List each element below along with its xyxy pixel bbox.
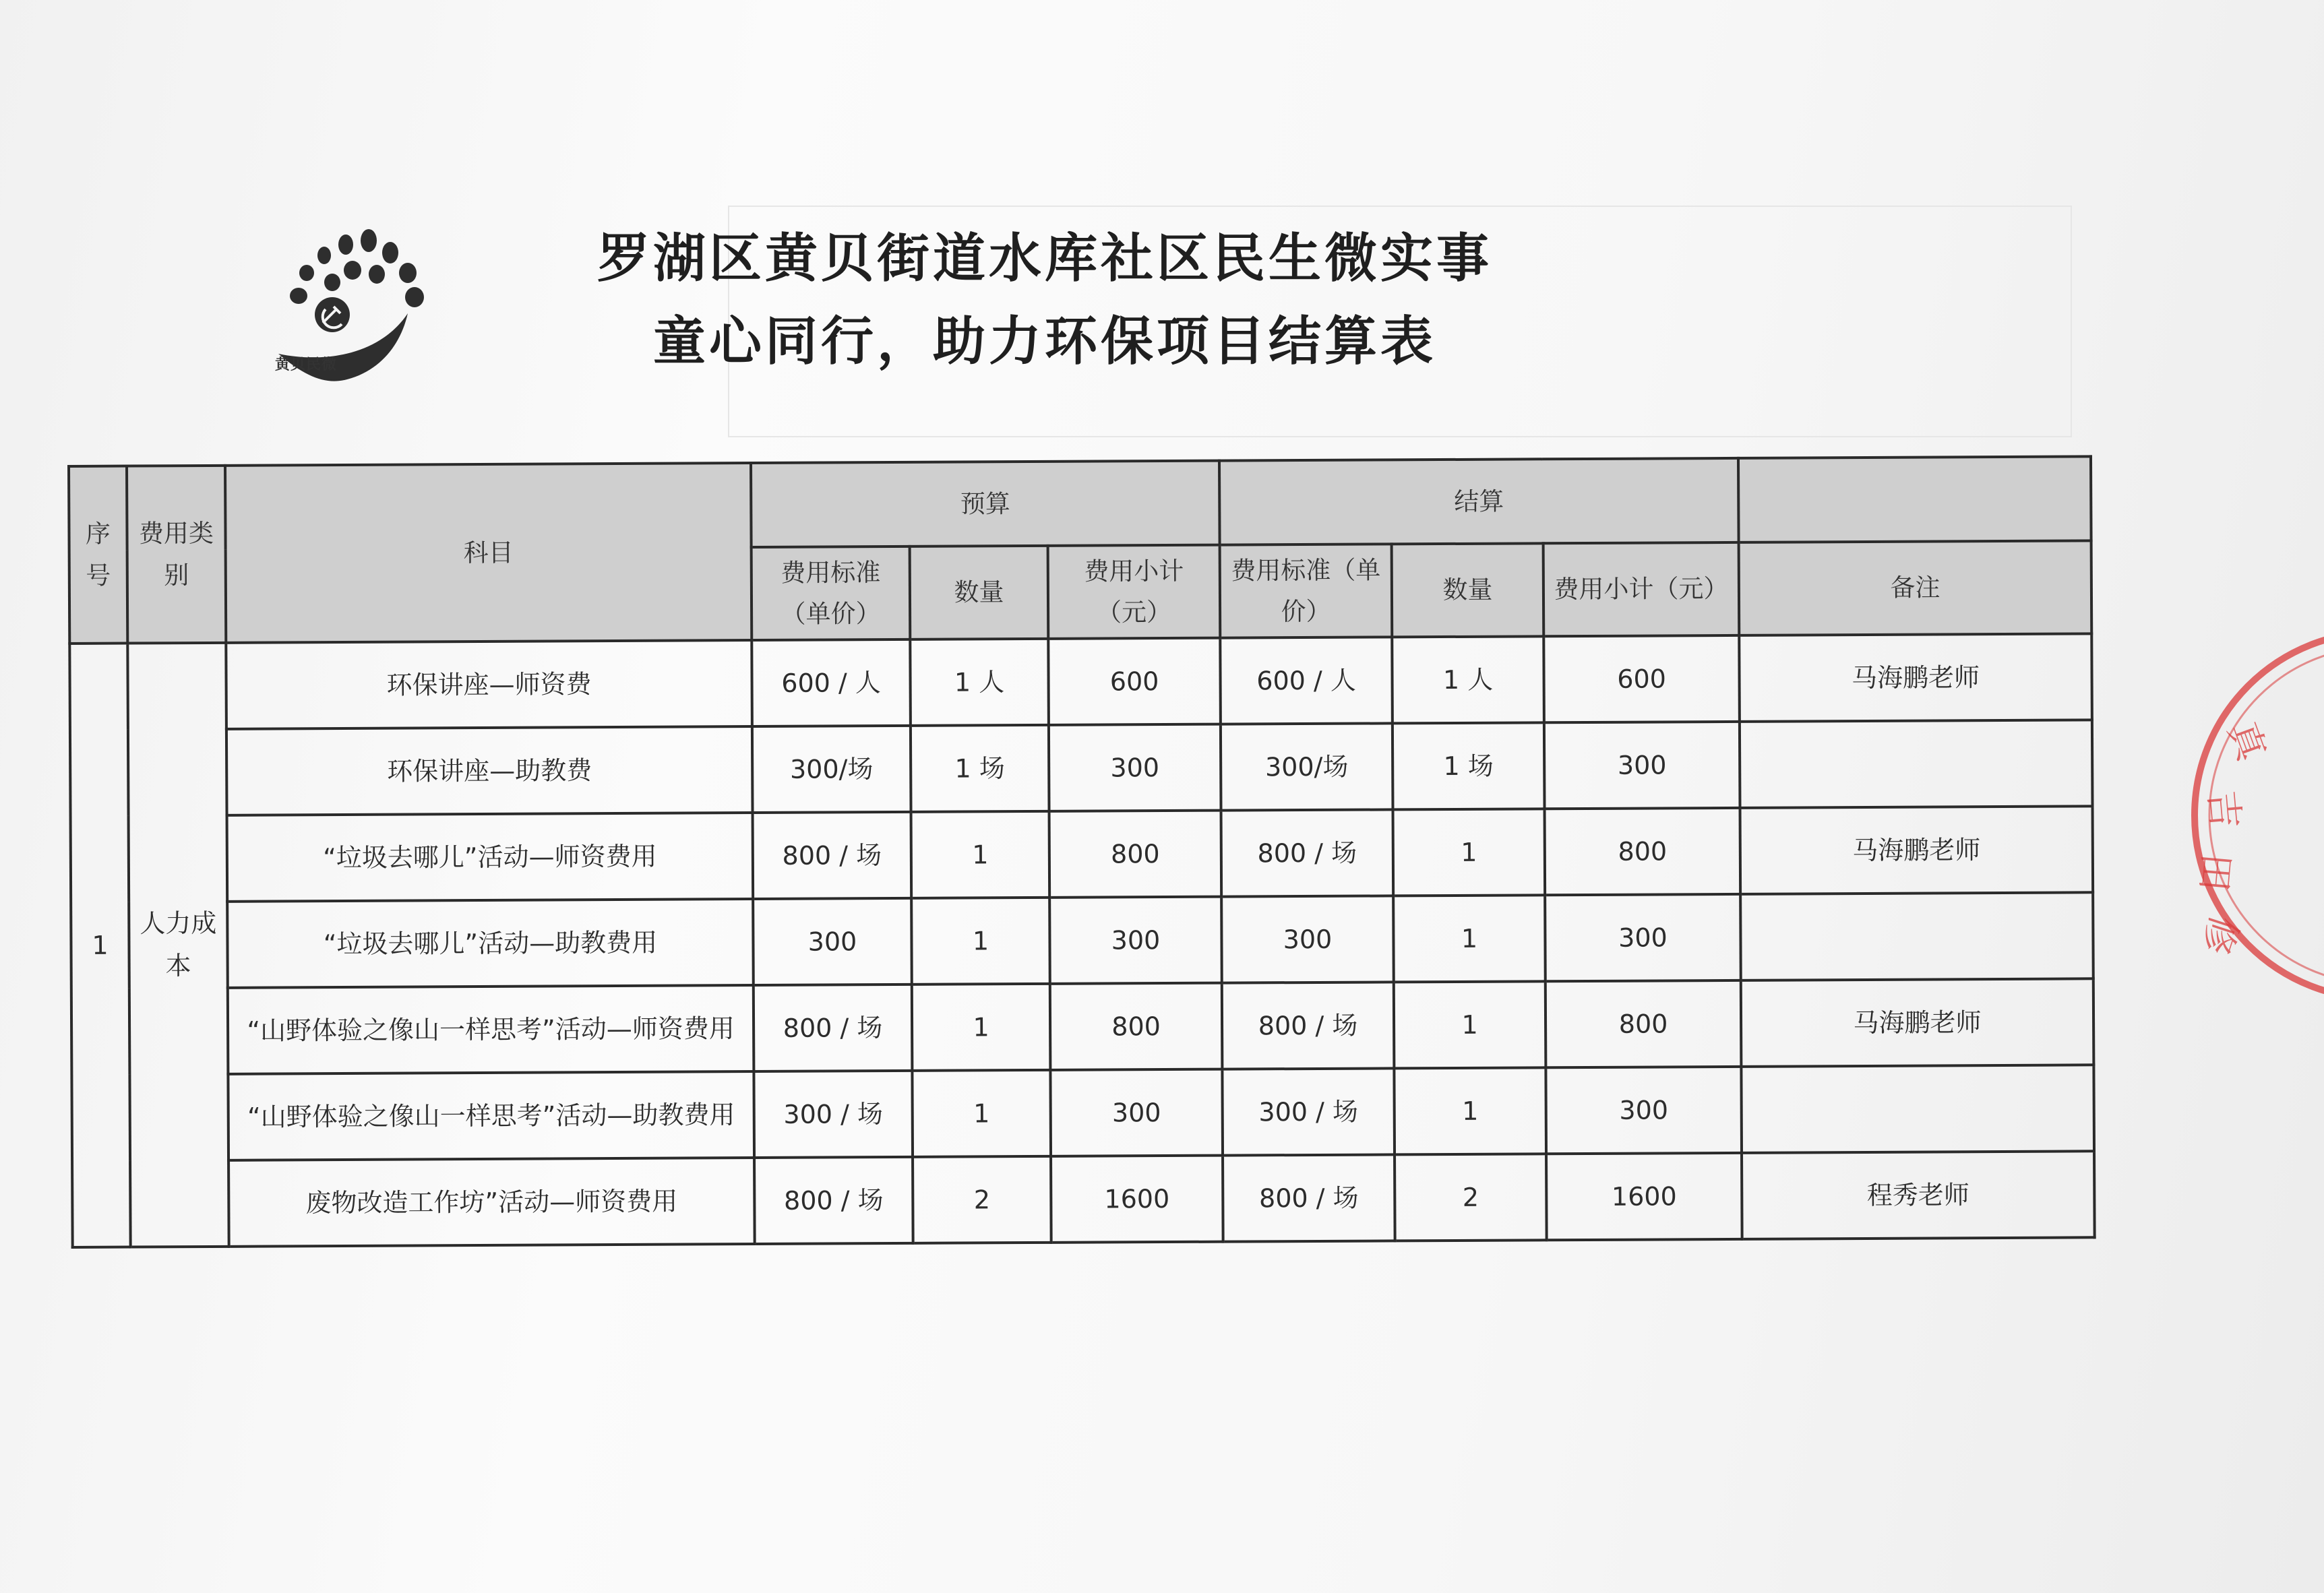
svg-text:真: 真 <box>2219 716 2274 767</box>
remark-cell: 马海鹏老师 <box>1741 978 2094 1067</box>
group-seq-cell: 1 <box>69 644 130 1247</box>
settlement-unit-price-cell: 300 / 场 <box>1222 1068 1395 1155</box>
header-seq: 序号 <box>69 466 127 644</box>
settlement-table-wrapper <box>67 455 2096 1249</box>
settlement-subtotal-cell: 800 <box>1545 808 1741 895</box>
budget-subtotal-cell: 800 <box>1049 811 1222 898</box>
settlement-quantity-cell: 1 <box>1394 1067 1546 1154</box>
table-row <box>72 1151 2095 1247</box>
subject-cell: 废物改造工作坊”活动—师资费用 <box>228 1158 755 1247</box>
group-category-cell: 人力成本 <box>127 643 228 1247</box>
budget-subtotal-cell: 300 <box>1049 897 1222 984</box>
table-row <box>71 1065 2094 1161</box>
settlement-unit-price-cell: 800 / 场 <box>1221 809 1394 896</box>
budget-quantity-cell: 1 <box>912 1070 1051 1157</box>
budget-quantity-cell: 1 人 <box>910 639 1049 726</box>
budget-unit-price-cell: 800 / 场 <box>754 985 913 1071</box>
header-category: 费用类别 <box>127 466 226 644</box>
subject-cell: 环保讲座—师资费 <box>226 640 752 729</box>
subject-cell: “山野体验之像山一样思考”活动—助教费用 <box>228 1071 754 1160</box>
header-budget-quantity: 数量 <box>910 546 1049 639</box>
settlement-unit-price-cell: 600 / 人 <box>1220 637 1393 724</box>
subject-cell: “垃圾去哪儿”活动—助教费用 <box>227 899 754 988</box>
settlement-unit-price-cell: 300 <box>1221 896 1394 982</box>
budget-unit-price-cell: 300 <box>753 898 912 985</box>
settlement-subtotal-cell: 300 <box>1546 1067 1742 1154</box>
header-budget-unit-price: 费用标准（单价） <box>752 546 911 640</box>
budget-subtotal-cell: 600 <box>1048 638 1221 725</box>
remark-cell <box>1741 1065 2094 1153</box>
budget-quantity-cell: 1 场 <box>911 725 1049 812</box>
budget-subtotal-cell: 800 <box>1050 983 1223 1070</box>
subject-cell: 环保讲座—助教费 <box>226 726 753 815</box>
budget-unit-price-cell: 300/场 <box>752 726 911 813</box>
budget-unit-price-cell: 600 / 人 <box>752 639 911 726</box>
official-seal-stamp <box>2176 627 2324 1004</box>
header-subject: 科目 <box>225 463 752 643</box>
remark-cell: 马海鹏老师 <box>1739 633 2092 722</box>
remark-cell <box>1740 892 2093 980</box>
budget-unit-price-cell: 300 / 场 <box>754 1071 913 1158</box>
settlement-quantity-cell: 1 <box>1393 809 1546 896</box>
header-remark: 备注 <box>1739 540 2092 635</box>
svg-text:田: 田 <box>2191 851 2238 894</box>
remark-cell <box>1740 720 2093 808</box>
budget-unit-price-cell: 800 / 场 <box>753 812 912 899</box>
header-settlement-unit-price: 费用标准（单价） <box>1220 544 1393 637</box>
table-row <box>71 978 2094 1075</box>
settlement-unit-price-cell: 300/场 <box>1221 723 1393 810</box>
budget-quantity-cell: 1 <box>911 811 1050 898</box>
table-row <box>70 720 2093 816</box>
settlement-subtotal-cell: 300 <box>1545 894 1741 981</box>
svg-text:修: 修 <box>2193 910 2246 960</box>
subject-cell: “垃圾去哪儿”活动—师资费用 <box>227 813 754 902</box>
budget-quantity-cell: 2 <box>913 1156 1051 1243</box>
remark-cell: 马海鹏老师 <box>1740 806 2093 894</box>
budget-subtotal-cell: 300 <box>1049 724 1221 811</box>
logo-caption: 黄贝民微 <box>275 356 338 373</box>
settlement-quantity-cell: 1 <box>1394 981 1546 1068</box>
settlement-unit-price-cell: 800 / 场 <box>1223 1154 1395 1241</box>
svg-text:吉: 吉 <box>2200 788 2247 831</box>
budget-unit-price-cell: 800 / 场 <box>754 1157 913 1244</box>
settlement-quantity-cell: 2 <box>1395 1154 1547 1241</box>
settlement-quantity-cell: 1 人 <box>1392 636 1544 723</box>
budget-subtotal-cell: 300 <box>1050 1069 1223 1156</box>
header-settlement: 结算 <box>1219 458 1739 545</box>
budget-subtotal-cell: 1600 <box>1051 1156 1223 1243</box>
budget-quantity-cell: 1 <box>912 984 1051 1071</box>
budget-quantity-cell: 1 <box>911 898 1050 985</box>
settlement-subtotal-cell: 1600 <box>1546 1153 1742 1240</box>
remark-cell: 程秀老师 <box>1742 1151 2095 1239</box>
header-budget-subtotal: 费用小计（元） <box>1048 545 1221 639</box>
header-settlement-quantity: 数量 <box>1392 543 1544 637</box>
settlement-subtotal-cell: 300 <box>1544 722 1740 809</box>
document-title-line2: 童心同行，助力环保项目结算表 <box>652 311 1436 372</box>
table-row <box>71 806 2093 902</box>
settlement-quantity-cell: 1 场 <box>1393 722 1545 809</box>
subject-cell: “山野体验之像山一样思考”活动—师资费用 <box>228 985 754 1074</box>
header-blank <box>1738 456 2091 542</box>
document-title-line1: 罗湖区黄贝街道水库社区民生微实事 <box>597 228 1492 289</box>
header-settlement-subtotal: 费用小计（元） <box>1543 542 1740 636</box>
table-row <box>71 892 2093 989</box>
settlement-subtotal-cell: 600 <box>1543 635 1740 722</box>
settlement-table <box>67 455 2096 1249</box>
header-budget: 预算 <box>751 461 1220 547</box>
settlement-quantity-cell: 1 <box>1393 895 1546 982</box>
table-row <box>69 633 2092 730</box>
settlement-subtotal-cell: 800 <box>1546 980 1742 1067</box>
settlement-unit-price-cell: 800 / 场 <box>1222 982 1395 1069</box>
